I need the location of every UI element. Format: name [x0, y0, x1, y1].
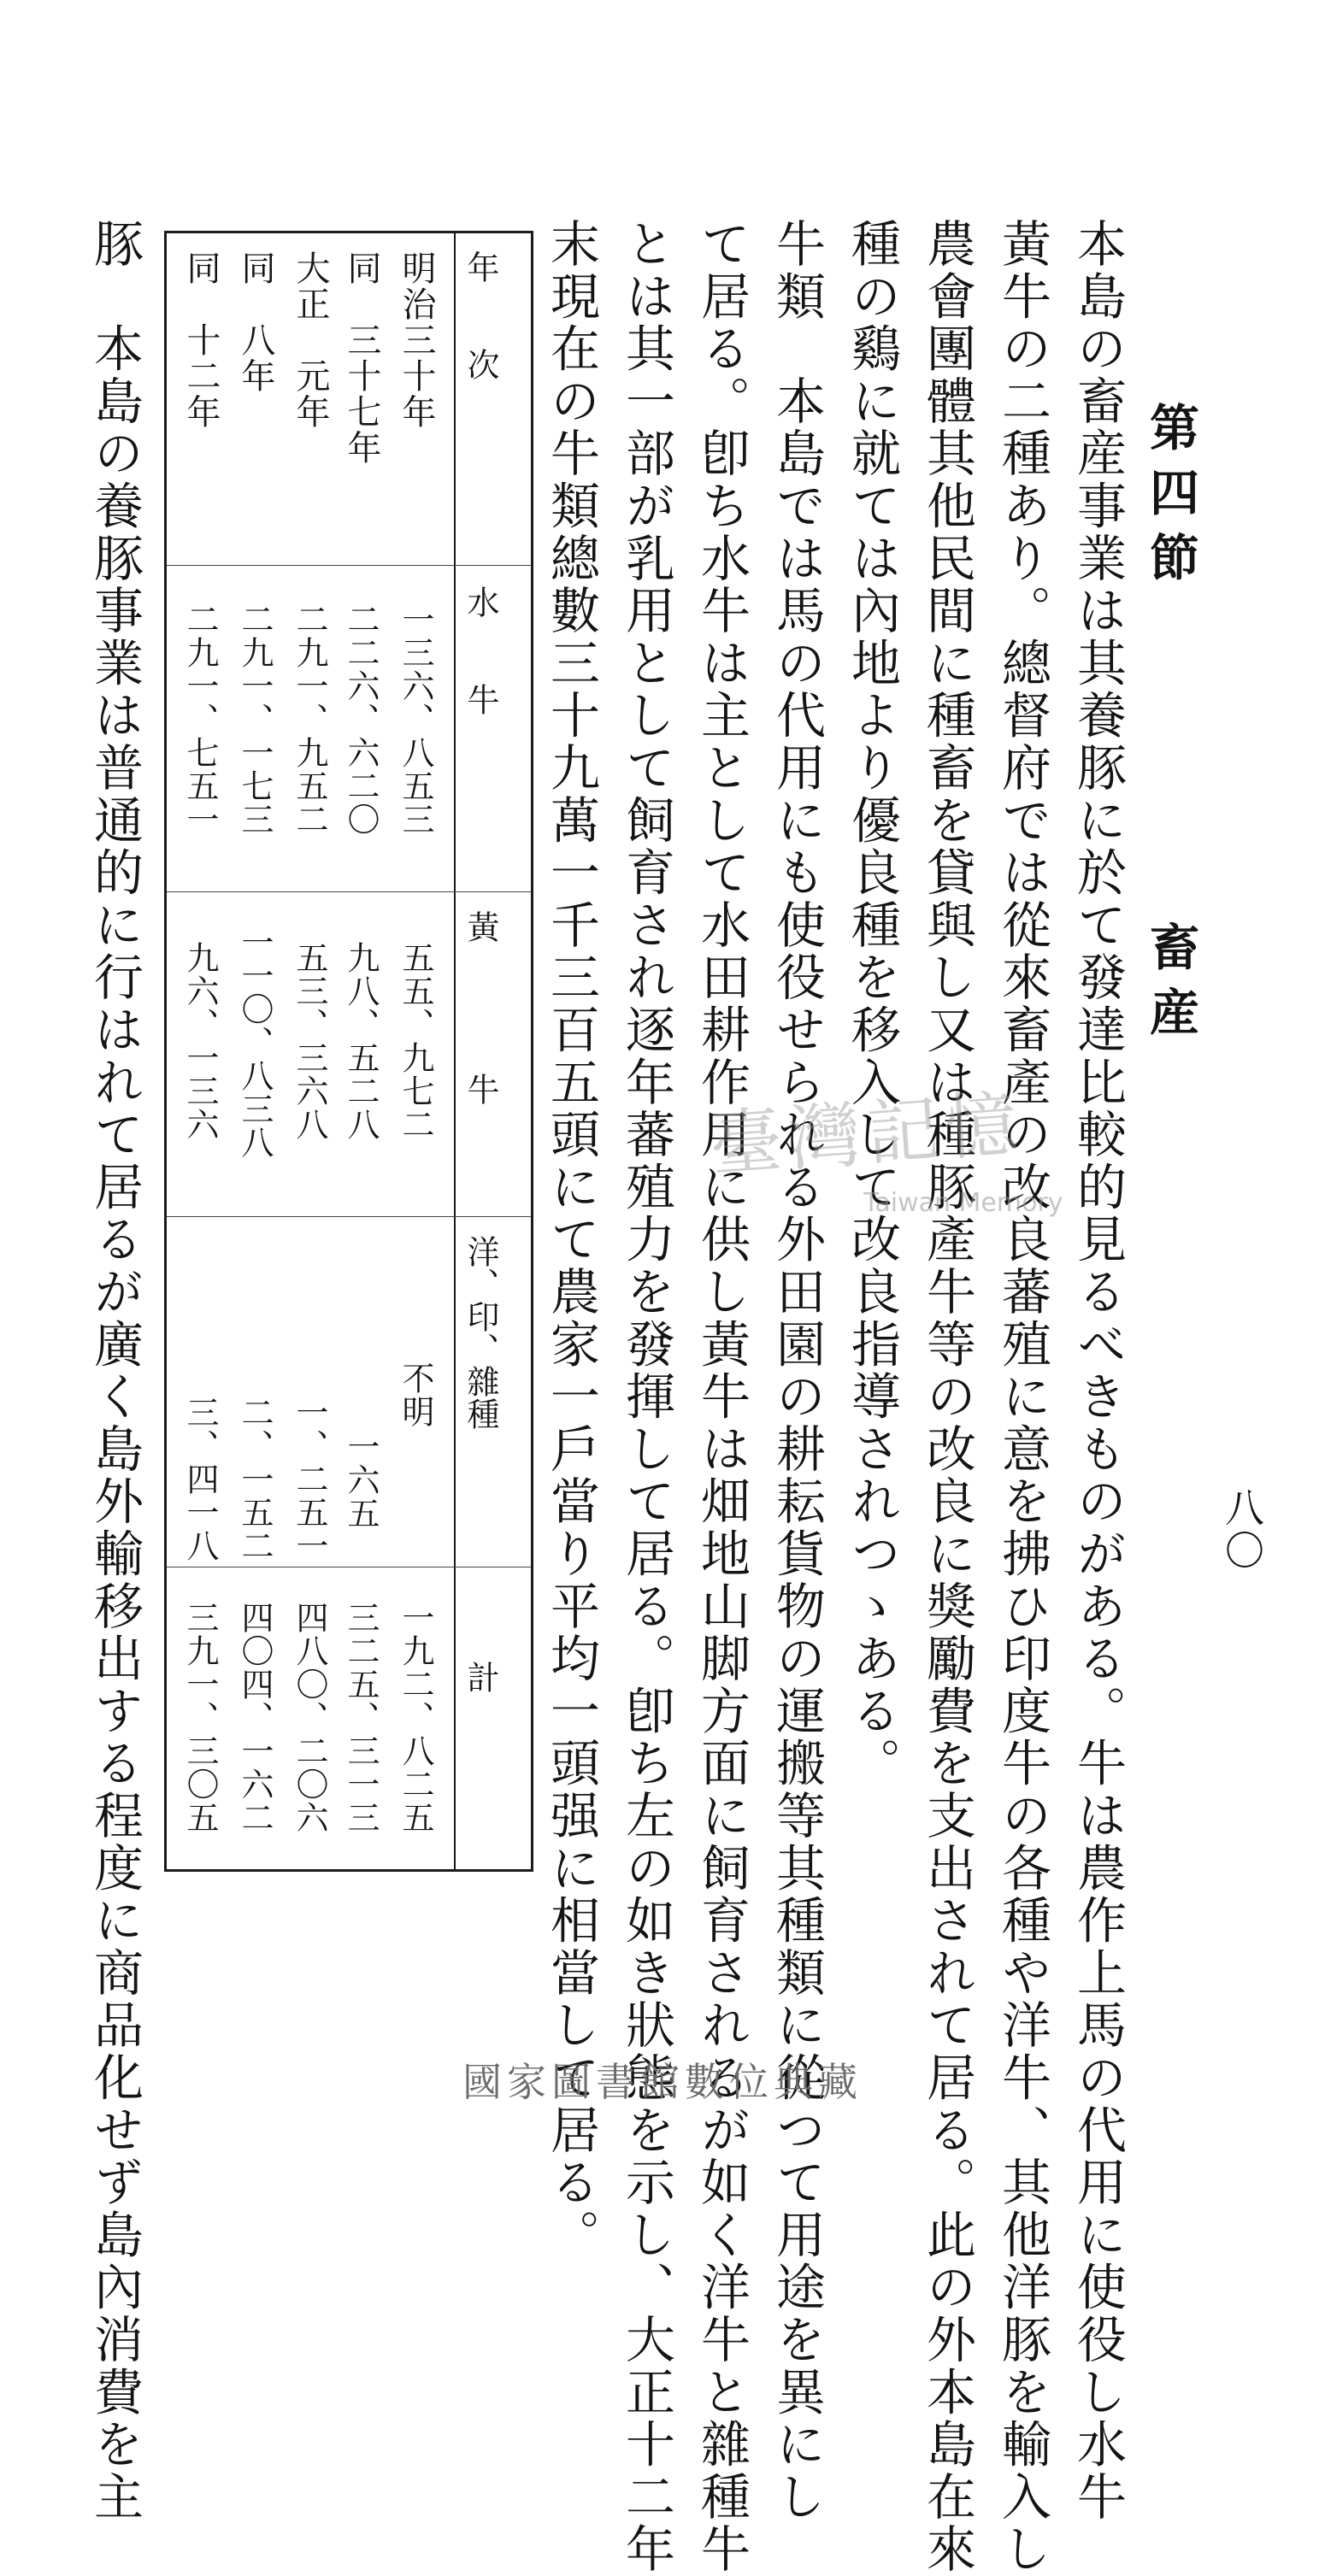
table-row-5-water-buffalo: 二九一、七五一 — [181, 603, 219, 836]
section-heading — [1141, 402, 1199, 1051]
text-column-4: 種の鷄に就ては內地より優良種を移入して改良指導されつゝある。 — [843, 218, 901, 1790]
text-column-1: 本島の畜産事業は其養豚に於て發達比較的見るべきものがある。牛は農作上馬の代用に使役し水牛 — [1069, 218, 1127, 2524]
text-column-8: 末現在の牛類總數三十九萬一千三百五頭にて農家一戶當り平均一頭强に相當して居る。 — [542, 218, 600, 2261]
library-footer: 國家圖書館數位典藏 — [462, 2059, 863, 2105]
header-mixed: 洋、印、雜種 — [462, 1235, 499, 1430]
table-row-2-yellow-cattle: 九八、五二八 — [342, 941, 380, 1141]
table-row-4-water-buffalo: 二九一、一七三 — [236, 603, 274, 836]
table-row-3-year: 大正 元年 — [291, 250, 330, 430]
section-title: 畜産 — [1141, 921, 1199, 1051]
table-row-3-water-buffalo: 二九一、九五二 — [291, 603, 328, 836]
text-column-3: 農會團體其他民間に種畜を貸與し又は種豚產牛等の改良に獎勵費を支出されて居る。此の外本島在來 — [918, 218, 976, 2576]
cattle-statistics-table — [164, 231, 533, 1872]
table-row-2-mixed: 一六五 — [342, 1430, 380, 1530]
table-row-5-yellow-cattle: 九六、一三六 — [181, 941, 219, 1141]
table-row-5-total: 三九一、三〇五 — [181, 1601, 219, 1834]
row-divider-water-buffalo — [167, 891, 531, 892]
watermark-logo: 臺灣記憶 — [707, 1081, 1028, 1187]
watermark-subtext: Taiwan Memory — [863, 1188, 1063, 1218]
table-row-4-total: 四〇四、一六二 — [236, 1601, 274, 1834]
table-row-3-mixed: 一、二五一 — [291, 1396, 328, 1562]
table-row-1-water-buffalo: 一三六、八五三 — [397, 603, 434, 836]
text-column-6: て居る。卽ち水牛は主として水田耕作用に供し黃牛は畑地山脚方面に飼育されるが如く洋牛と雜種牛 — [692, 218, 751, 2576]
table-row-4-mixed: 二、一五二 — [236, 1396, 274, 1562]
table-row-3-yellow-cattle: 五三、三六八 — [291, 941, 328, 1141]
row-divider-year — [167, 565, 531, 566]
table-row-4-year: 同 八年 — [236, 250, 275, 394]
row-divider-yellow-cattle — [167, 1216, 531, 1217]
table-row-3-total: 四八〇、二〇六 — [291, 1601, 328, 1834]
text-column-2: 黃牛の二種あり。總督府では從來畜產の改良蕃殖に意を拂ひ印度牛の各種や洋牛、其他洋豚を輸入し — [993, 218, 1051, 2576]
text-column-7: とは其一部が乳用として飼育され逐年蕃殖力を發揮して居る。卽ち左の如き狀態を示し、大正十二年 — [617, 218, 675, 2576]
header-total: 計 — [462, 1661, 499, 1693]
section-number: 第四節 — [1141, 402, 1199, 597]
table-row-2-water-buffalo: 二二六、六二〇 — [342, 603, 380, 836]
text-column-9: 豚 本島の養豚事業は普通的に行はれて居るが廣く島外輸移出する程度に商品化せず島內消費を主 — [85, 218, 144, 2524]
table-row-1-total: 一九二、八二五 — [397, 1601, 434, 1834]
table-row-1-mixed: 不明 — [397, 1362, 434, 1428]
table-row-4-yellow-cattle: 一一〇、八三八 — [236, 926, 274, 1159]
header-year: 年 次 — [462, 250, 499, 380]
table-row-1-yellow-cattle: 五五、九七二 — [397, 941, 434, 1141]
header-yellow-cattle: 黃 牛 — [462, 910, 499, 1105]
page-number: 八〇 — [1219, 1487, 1265, 1573]
header-water-buffalo: 水 牛 — [462, 585, 499, 715]
table-row-2-total: 三二五、三一三 — [342, 1601, 380, 1834]
table-row-5-mixed: 三、四一八 — [181, 1396, 219, 1562]
table-row-2-year: 同 三十七年 — [342, 250, 381, 466]
header-divider — [454, 233, 456, 1869]
text-column-5: 牛類 本島では馬の代用にも使役せられる外田園の耕耘貨物の運搬等其種類に從つて用途を異にし — [768, 218, 826, 2524]
table-row-1-year: 明治三十年 — [397, 250, 436, 430]
table-row-5-year: 同 十二年 — [181, 250, 221, 430]
